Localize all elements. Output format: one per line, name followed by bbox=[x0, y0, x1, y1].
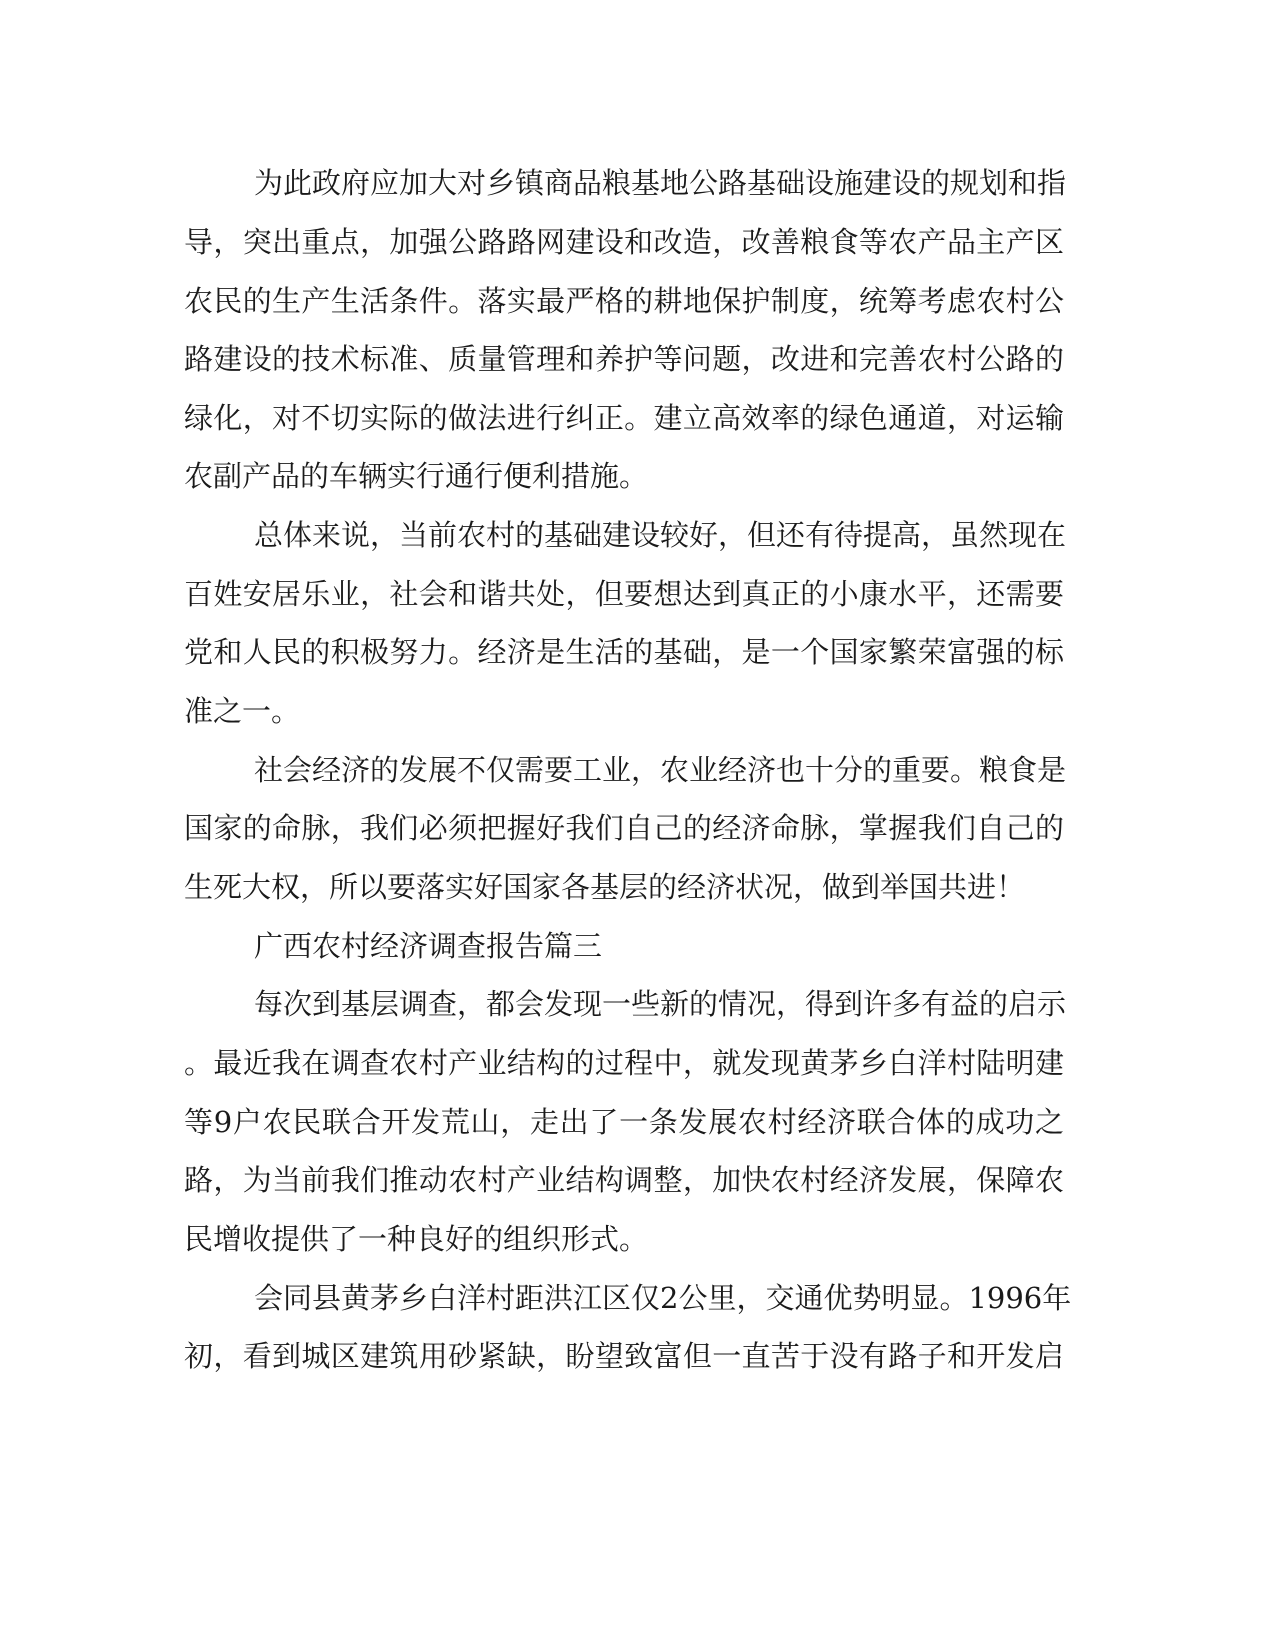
paragraph-line: 农副产品的车辆实行通行便利措施。 bbox=[184, 459, 649, 493]
paragraph-line: 会同县黄茅乡白洋村距洪江区仅2公里，交通优势明显。1996年 bbox=[254, 1281, 1072, 1315]
paragraph-line: 百姓安居乐业，社会和谐共处，但要想达到真正的小康水平，还需要 bbox=[184, 577, 1064, 611]
paragraph-line: 绿化，对不切实际的做法进行纠正。建立高效率的绿色通道，对运输 bbox=[184, 401, 1064, 435]
paragraph-line: 路，为当前我们推动农村产业结构调整，加快农村经济发展，保障农 bbox=[184, 1163, 1064, 1197]
paragraph-line: 国家的命脉，我们必须把握好我们自己的经济命脉，掌握我们自己的 bbox=[184, 811, 1064, 845]
paragraph-line: 社会经济的发展不仅需要工业，农业经济也十分的重要。粮食是 bbox=[254, 753, 1067, 787]
paragraph-line: 。最近我在调查农村产业结构的过程中，就发现黄茅乡白洋村陆明建 bbox=[184, 1046, 1064, 1080]
paragraph-line: 初，看到城区建筑用砂紧缺，盼望致富但一直苦于没有路子和开发启 bbox=[184, 1339, 1064, 1373]
paragraph-line: 导，突出重点，加强公路路网建设和改造，改善粮食等农产品主产区 bbox=[184, 225, 1064, 259]
paragraph-line: 准之一。 bbox=[184, 694, 301, 728]
paragraph-line: 等9户农民联合开发荒山，走出了一条发展农村经济联合体的成功之 bbox=[184, 1105, 1064, 1139]
paragraph-line: 生死大权，所以要落实好国家各基层的经济状况，做到举国共进！ bbox=[184, 870, 1026, 904]
paragraph-line: 总体来说，当前农村的基础建设较好，但还有待提高，虽然现在 bbox=[254, 518, 1067, 552]
paragraph-line: 为此政府应加大对乡镇商品粮基地公路基础设施建设的规划和指 bbox=[254, 166, 1067, 200]
paragraph-line: 民增收提供了一种良好的组织形式。 bbox=[184, 1222, 649, 1256]
paragraph-line: 路建设的技术标准、质量管理和养护等问题，改进和完善农村公路的 bbox=[184, 342, 1064, 376]
section-heading: 广西农村经济调查报告篇三 bbox=[254, 929, 603, 963]
paragraph-line: 每次到基层调查，都会发现一些新的情况，得到许多有益的启示 bbox=[254, 987, 1067, 1021]
paragraph-line: 农民的生产生活条件。落实最严格的耕地保护制度，统筹考虑农村公 bbox=[184, 284, 1064, 318]
paragraph-line: 党和人民的积极努力。经济是生活的基础，是一个国家繁荣富强的标 bbox=[184, 635, 1064, 669]
